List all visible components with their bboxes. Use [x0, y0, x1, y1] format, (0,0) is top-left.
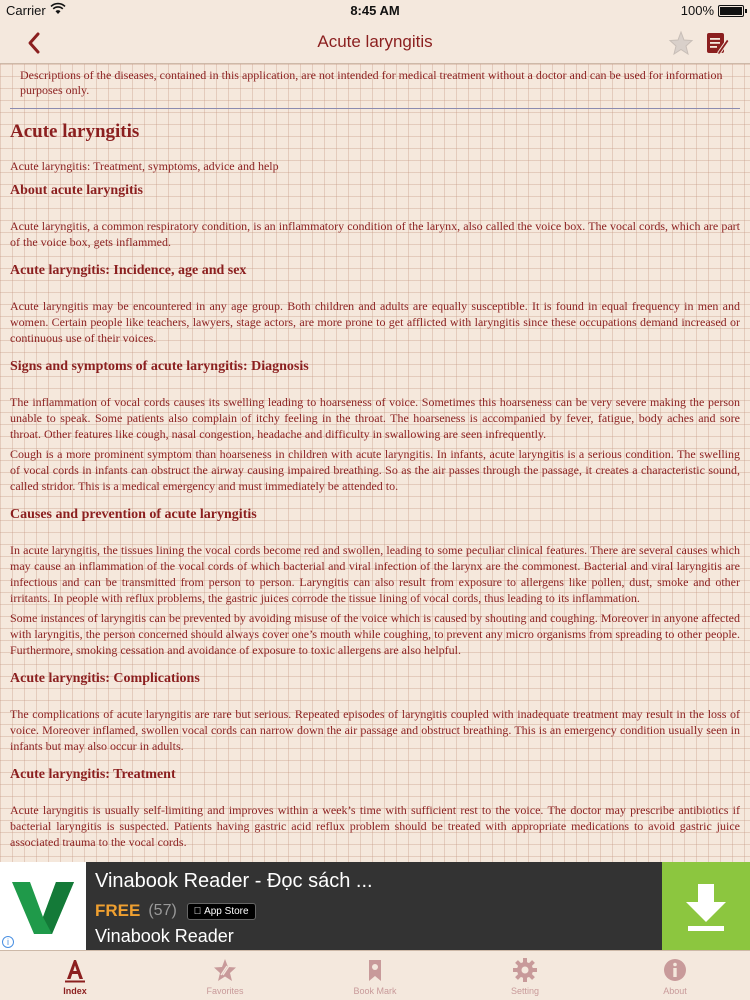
clock: 8:45 AM	[350, 3, 400, 18]
section-paragraph: Acute laryngitis, a common respiratory condition, is an inflammatory condition of the larynx, also called the voice box. The vocal cords, which are part of the voice box, gets inflammed.	[10, 219, 740, 249]
page-title: Acute laryngitis	[317, 32, 433, 51]
tab-label: Setting	[510, 986, 540, 996]
tab-index[interactable]	[0, 951, 150, 1000]
section-heading: Signs and symptoms of acute laryngitis: Diagnosis	[10, 359, 309, 374]
notes-edit-icon[interactable]	[704, 30, 730, 56]
vinabook-logo-icon[interactable]	[0, 862, 86, 950]
tab-label: Book Mark	[353, 986, 397, 996]
bookmark-icon	[362, 957, 388, 983]
tab-about[interactable]	[600, 951, 750, 1000]
article-title: Acute laryngitis	[10, 121, 140, 142]
section-paragraph: The inflammation of vocal cords causes its swelling leading to hoarseness of voice. Sometimes this hoarseness can be very severe making the person unable to speak. Some patients also complain of itchy feeling in the throat. The hoarseness is accompanied by fever, fatigue, body aches and sore throat. Other features like cough, nasal congestion, headache and difficulty in swallowing are seen infrequently.	[10, 395, 740, 441]
ad-price-row	[95, 900, 256, 922]
section-heading: Acute laryngitis: Treatment	[10, 767, 176, 782]
battery-percent: 100%	[680, 3, 714, 18]
ad-download-button[interactable]	[662, 862, 750, 950]
tab-favorites[interactable]	[150, 951, 300, 1000]
divider	[10, 108, 740, 109]
ad-rating-count: (57)	[148, 902, 177, 919]
section-paragraph: The complications of acute laryngitis are rare but serious. Repeated episodes of laryngitis coupled with inadequate treatment may result in the loss of voice. Moreover inflamed, swollen vocal cords can narrow down the air passage and obstruct breathing. This is an emergency condition usually seen in infants but may also occur in adults.	[10, 707, 740, 753]
carrier-label: Carrier	[6, 3, 46, 18]
disclaimer-text: Descriptions of the diseases, contained in this application, are not intended for medical treatment without a doctor and can be used for information purposes only.	[20, 68, 723, 97]
section-heading: Acute laryngitis: Complications	[10, 671, 200, 686]
ad-subtitle: Vinabook Reader	[95, 926, 234, 946]
section-paragraph: Some instances of laryngitis can be prevented by avoiding misuse of the voice which is caused by shouting and coughing. Moreover in anyone affected with laryngitis, the person concerned should always cover one’s mouth while coughing, to prevent any micro organisms from spreading to other people. Furthermore, smoking cessation and avoidance of exposure to toxic allergens are also helpful.	[10, 611, 740, 657]
section-paragraph: Acute laryngitis is usually self-limiting and improves within a week’s time with sufficient rest to the voice. The doctor may prescribe antibiotics if bacterial laryngitis is suspected. Patients having gastric acid reflux problem should be treated with appropriate medications to avoid gastric juice associated trauma to the vocal cords.	[10, 803, 740, 849]
ad-banner[interactable]	[0, 862, 750, 950]
section-paragraph: Acute laryngitis may be encountered in any age group. Both children and adults are equally susceptible. It is found in equal frequency in men and women. Certain people like teachers, lawyers, stage actors, are more prone to get afflicted with laryngitis since these occupations demand increased or continuous use of their voices.	[10, 299, 740, 345]
section-treatment	[10, 766, 740, 850]
star-icon[interactable]	[668, 30, 694, 56]
favorites-icon	[212, 957, 238, 983]
section-about	[10, 182, 740, 250]
article-content[interactable]	[0, 64, 750, 862]
navigation-bar	[0, 22, 750, 64]
section-causes	[10, 506, 740, 658]
section-paragraph: Cough is a more prominent symptom than hoarseness in children with acute laryngitis. In infants, acute laryngitis is a serious condition. The swelling of vocal cords in infants can obstruct the airway causing impaired breathing. So as the air passes through the passage, it creates a characteristic sound, called stridor. This is a medical emergency and must immediately be attended to.	[10, 447, 740, 493]
tab-label: Index	[63, 986, 87, 996]
section-heading: Acute laryngitis: Incidence, age and sex	[10, 263, 247, 278]
section-heading: About acute laryngitis	[10, 183, 143, 198]
article-subtitle: Acute laryngitis: Treatment, symptoms, advice and help	[10, 159, 279, 173]
ad-price: FREE	[95, 901, 141, 920]
section-incidence	[10, 262, 740, 346]
tab-label: About	[663, 986, 687, 996]
app-store-label: App Store	[193, 905, 239, 917]
status-bar	[0, 0, 750, 22]
section-heading: Causes and prevention of acute laryngitis	[10, 507, 257, 522]
tab-bookmark[interactable]	[300, 951, 450, 1000]
index-icon	[62, 957, 88, 983]
tab-bar	[0, 950, 750, 1000]
section-paragraph: In acute laryngitis, the tissues lining the vocal cords become red and swollen, leading to some peculiar clinical features. There are several causes which may cause an inflammation of the vocal cords of which bacterial and viral infection of the larynx are the commonest. Bacterial and viral laryngitis are infectious and can be transmitted from person to person. Laryngitis can also result from exposure to allergens like pollen, dust, smoke and other irritants. In people with reflux problems, the gastric juices corrode the tissue lining of vocal cords, thus leading to its inflammation.	[10, 543, 740, 605]
app-store-badge	[187, 903, 256, 920]
download-icon	[662, 862, 750, 950]
ad-title[interactable]: Vinabook Reader - Đọc sách ...	[95, 870, 373, 892]
ad-info-icon[interactable]: i	[2, 936, 14, 948]
gear-icon	[512, 957, 538, 983]
section-complications	[10, 670, 740, 754]
battery-icon	[718, 5, 744, 17]
tab-setting[interactable]	[450, 951, 600, 1000]
section-symptoms	[10, 358, 740, 494]
info-icon	[662, 957, 688, 983]
tab-label: Favorites	[206, 986, 244, 996]
